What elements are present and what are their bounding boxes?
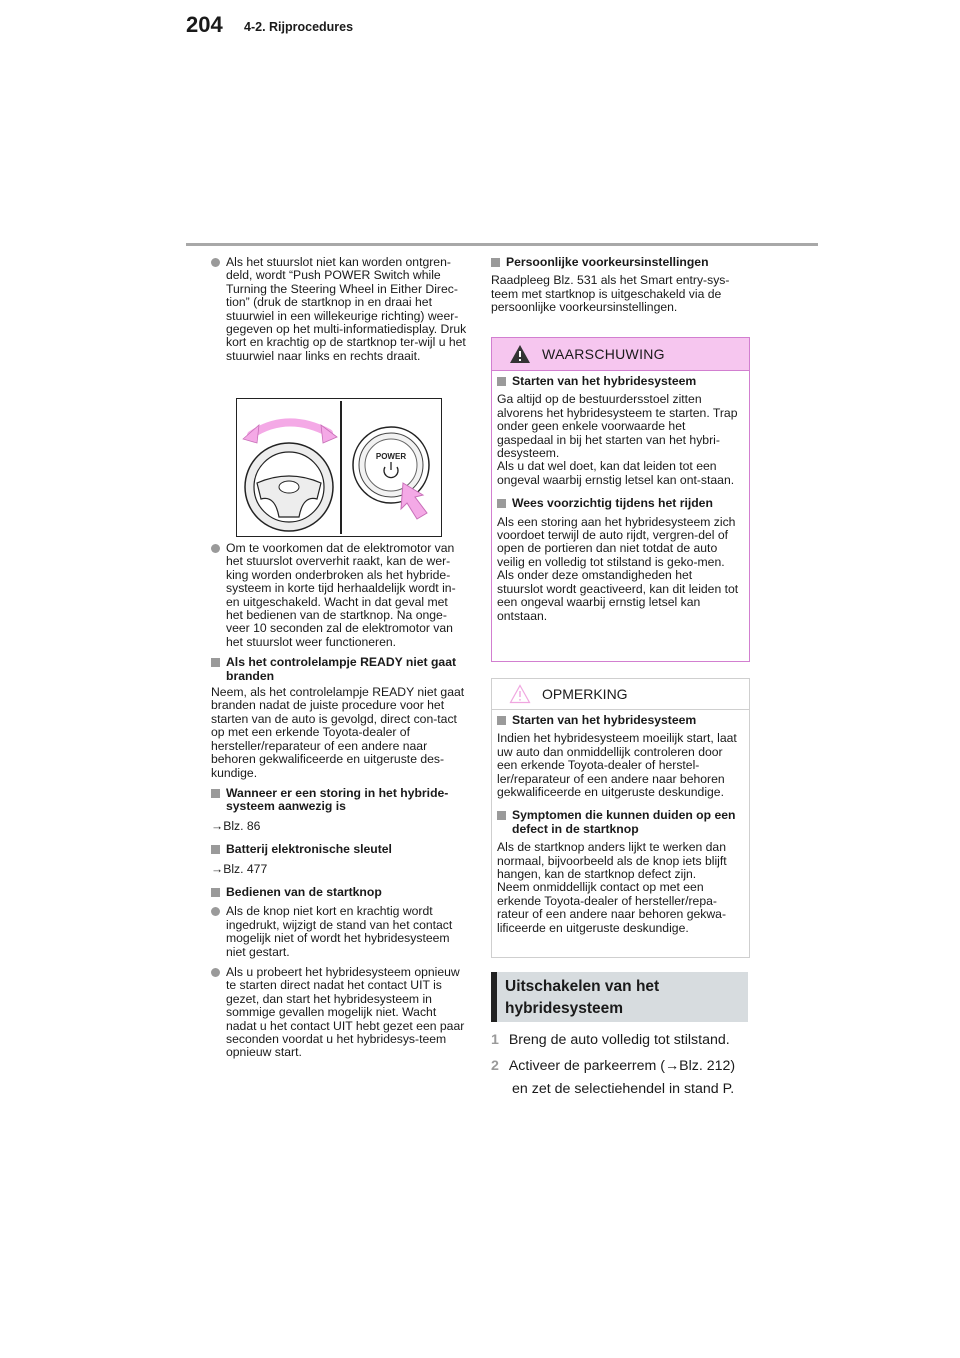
paragraph: Indien het hybridesysteem moeilijk start, laat uw auto dan onmiddellijk controleren door een erkende Toyota-dealer of herstel-ler/reparateur of een andere naar behoren gekwalificeerde en uitgeruste deskundige.: [497, 731, 737, 800]
paragraph: Als de startknop anders lijkt te werken dan normaal, bijvoorbeeld als de knop iets blijft hangen, kan de startknop defect zijn.: [497, 840, 727, 882]
right-column-top: [491, 256, 748, 315]
square-bullet-icon: [211, 789, 220, 798]
square-bullet-icon: [497, 377, 506, 386]
step-2-continued: en zet de selectiehendel in stand P.: [512, 1081, 735, 1097]
step-1: [491, 1031, 761, 1049]
step-2: [491, 1057, 761, 1075]
steering-wheel-power-illustration: [237, 399, 441, 536]
warning-header: [492, 338, 749, 371]
paragraph: Raadpleeg Blz. 531 als het Smart entry-sys-teem met startknop is uitgeschakeld via de persoonlijke voorkeursinstellingen.: [491, 273, 730, 315]
step-number: 2: [491, 1058, 499, 1074]
square-bullet-icon: [211, 845, 220, 854]
subheading: Batterij elektronische sleutel: [211, 843, 467, 856]
step-text: Activeer de parkeerrem (→Blz. 212): [508, 1058, 736, 1074]
square-bullet-icon: [497, 499, 506, 508]
bullet-dot-icon: [211, 258, 220, 267]
warning-box: [491, 337, 750, 662]
page-reference: →Blz. 86: [211, 818, 261, 833]
step-text: Breng de auto volledig tot stilstand.: [508, 1032, 730, 1048]
rotate-arrow-icon: [251, 422, 329, 435]
section-heading-line-2: hybridesysteem: [505, 1000, 624, 1017]
note-content: [497, 714, 741, 935]
warning-content: [497, 375, 741, 623]
paragraph: Neem onmiddellijk contact op met een erkende Toyota-dealer of hersteller/repa-rateur of een andere naar behoren gekwa-lificeerde en uitgeruste deskundige.: [497, 880, 727, 935]
paragraph: Ga altijd op de bestuurdersstoel zitten alvorens het hybridesysteem te starten. Trap onder geen enkele voorwaarde het gaspedaal in bij het starten van het hybri-desysteem.: [497, 392, 738, 461]
caution-triangle-icon: [509, 684, 531, 704]
bullet-dot-icon: [211, 968, 220, 977]
section-title: 4-2. Rijprocedures: [244, 20, 354, 34]
paragraph: Neem, als het controlelampje READY niet gaat branden nadat de juiste procedure voor het starten van de auto is gevolgd, direct con-tact op met een erkende Toyota-dealer of hersteller/reparateur of een andere naar behoren gekwalificeerde en uitgeruste des-kundige.: [211, 685, 465, 780]
bullet-item: Als het stuurslot niet kan worden ontgren-deld, wordt “Push POWER Switch while Turning the Steering Wheel in Either Direc-tion” (druk de startknop in en draai het stuurwiel in een willekeurige richting) weer-gegeven op het multi-informatiedisplay. Druk kort en krachtig op de startknop ter-wijl u het stuurwiel naar links en rechts draait.: [211, 256, 467, 363]
warning-title: WAARSCHUWING: [542, 346, 665, 362]
note-title: OPMERKING: [542, 686, 628, 702]
note-box: [491, 678, 750, 958]
power-label: POWER: [375, 452, 407, 461]
square-bullet-icon: [211, 658, 220, 667]
note-header: [492, 679, 749, 710]
bullet-dot-icon: [211, 907, 220, 916]
warning-triangle-icon: [509, 344, 531, 364]
section-heading: [491, 972, 748, 1022]
bullet-item: Om te voorkomen dat de elektromotor van het stuurslot oververhit raakt, kan de wer-king worden onderbroken als het hybride-systeem in korte tijd herhaaldelijk wordt in- en uitgeschakeld. Wacht in dat geval met het bedienen van de startknop. Na onge-veer 10 seconden zal de elektromotor van het stuurslot weer functioneren.: [211, 542, 467, 649]
subheading: Wees voorzichtig tijdens het rijden: [497, 497, 741, 510]
square-bullet-icon: [491, 258, 500, 267]
square-bullet-icon: [211, 888, 220, 897]
left-column-lower: [211, 542, 467, 1060]
left-column: [211, 256, 467, 363]
page-number: 204: [186, 12, 223, 37]
subheading: Symptomen die kunnen duiden op een defect in de startknop: [497, 809, 741, 836]
subheading: Als het controlelampje READY niet gaat branden: [211, 656, 467, 683]
subheading: Starten van het hybridesysteem: [497, 375, 741, 388]
subheading: Bedienen van de startknop: [211, 886, 467, 899]
subheading: Starten van het hybridesysteem: [497, 714, 741, 727]
bullet-dot-icon: [211, 544, 220, 553]
paragraph: Als u dat wel doet, kan dat leiden tot een ongeval waarbij ernstig letsel kan ont-staan.: [497, 459, 735, 487]
square-bullet-icon: [497, 811, 506, 820]
paragraph: Als een storing aan het hybridesysteem zich voordoet terwijl de auto rijdt, vergren-del of open de portieren dan niet totdat de auto veilig en volledig tot stilstand is geko-men. Als onder deze omstandigheden het stuurslot wordt geactiveerd, kan dit leiden tot een ongeval waarbij ernstig letsel kan ontstaan.: [497, 514, 739, 623]
page-reference: →Blz. 477: [211, 861, 268, 876]
square-bullet-icon: [497, 716, 506, 725]
bullet-item: Als u probeert het hybridesysteem opnieuw te starten direct nadat het contact UIT is gezet, dan start het hybridesysteem in sommige gevallen mogelijk niet. Wacht nadat u het contact UIT hebt gezet een paar seconden voordat u het hybridesys-teem opnieuw start.: [211, 966, 467, 1060]
steering-power-figure: [236, 398, 442, 537]
rotate-arrow-left-head-icon: [243, 425, 259, 443]
bullet-item: Als de knop niet kort en krachtig wordt ingedrukt, wijzigt de stand van het contact mogelijk niet of wordt het hybridesysteem niet gestart.: [211, 905, 467, 959]
section-heading-line-1: Uitschakelen van het: [505, 978, 660, 995]
header-rule: [186, 243, 818, 246]
rotate-arrow-right-head-icon: [321, 425, 337, 443]
subheading: Wanneer er een storing in het hybride-systeem aanwezig is: [211, 787, 467, 814]
step-number: 1: [491, 1032, 499, 1048]
subheading: Persoonlijke voorkeursinstellingen: [491, 256, 748, 269]
